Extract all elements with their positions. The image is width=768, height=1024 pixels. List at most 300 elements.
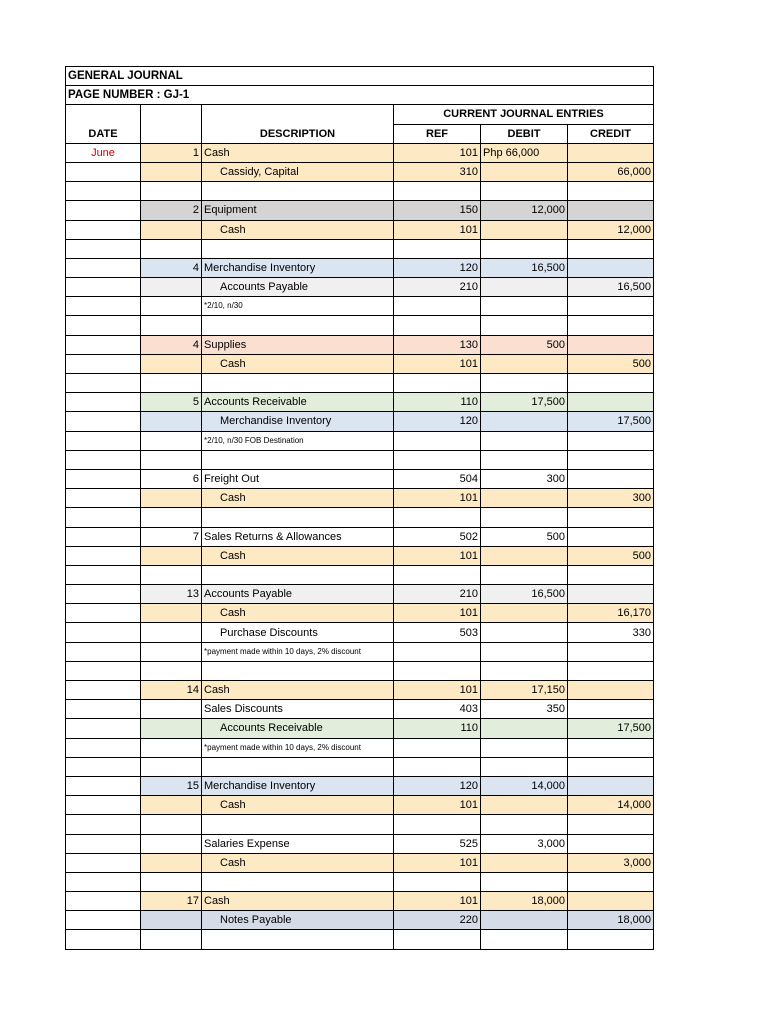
description-cell: Cash: [202, 892, 394, 911]
date-day-cell: [141, 508, 202, 527]
date-month-cell: [66, 853, 141, 872]
date-month-cell: [66, 354, 141, 373]
date-month-cell: [66, 815, 141, 834]
date-day-cell: [141, 719, 202, 738]
description-cell: Accounts Receivable: [202, 719, 394, 738]
credit-cell: [568, 297, 654, 316]
date-month-cell: [66, 757, 141, 776]
debit-cell: 17,150: [481, 681, 568, 700]
date-day-cell: 4: [141, 335, 202, 354]
journal-entry-row: [66, 489, 654, 508]
date-day-cell: [141, 872, 202, 891]
date-day-cell: [141, 546, 202, 565]
blank-row: [66, 930, 654, 949]
blank-row: [66, 182, 654, 201]
ref-cell: 101: [394, 681, 481, 700]
journal-entry-row: [66, 335, 654, 354]
title-row: [66, 67, 654, 86]
ref-cell: 120: [394, 412, 481, 431]
date-month-cell: [66, 393, 141, 412]
description-cell: Notes Payable: [202, 911, 394, 930]
date-day-cell: 4: [141, 258, 202, 277]
credit-cell: [568, 700, 654, 719]
date-month-cell: [66, 162, 141, 181]
debit-cell: [481, 297, 568, 316]
date-month-cell: [66, 508, 141, 527]
date-day-cell: [141, 565, 202, 584]
date-month-cell: [66, 796, 141, 815]
debit-cell: [481, 374, 568, 393]
debit-cell: [481, 239, 568, 258]
ref-cell: [394, 431, 481, 450]
journal-entry-row: [66, 623, 654, 642]
journal-entry-row: [66, 162, 654, 181]
date-day-cell: 15: [141, 776, 202, 795]
date-month-cell: [66, 450, 141, 469]
date-month-cell: [66, 469, 141, 488]
ref-cell: 120: [394, 776, 481, 795]
date-day-cell: [141, 661, 202, 680]
date-day-cell: [141, 278, 202, 297]
ref-cell: 503: [394, 623, 481, 642]
credit-cell: [568, 776, 654, 795]
date-day-cell: [141, 162, 202, 181]
ref-cell: 110: [394, 393, 481, 412]
description-cell: Cash: [202, 546, 394, 565]
page-number: PAGE NUMBER : GJ-1: [66, 86, 654, 105]
debit-cell: [481, 757, 568, 776]
ref-cell: 525: [394, 834, 481, 853]
description-cell: Sales Discounts: [202, 700, 394, 719]
ref-cell: 101: [394, 354, 481, 373]
journal-entry-row: [66, 412, 654, 431]
description-cell: [202, 508, 394, 527]
date-day-cell: [141, 297, 202, 316]
description-cell: *2/10, n/30 FOB Destination: [202, 431, 394, 450]
credit-cell: [568, 239, 654, 258]
ref-cell: 310: [394, 162, 481, 181]
ref-cell: [394, 661, 481, 680]
date-day-cell: [141, 911, 202, 930]
debit-cell: [481, 604, 568, 623]
journal-entry-row: [66, 546, 654, 565]
ref-cell: [394, 757, 481, 776]
journal-entry-row: [66, 585, 654, 604]
page-number-row: [66, 86, 654, 105]
description-cell: Cash: [202, 796, 394, 815]
credit-cell: [568, 527, 654, 546]
description-cell: [202, 182, 394, 201]
description-cell: Merchandise Inventory: [202, 776, 394, 795]
description-cell: [202, 930, 394, 949]
date-day-cell: [141, 374, 202, 393]
ref-cell: [394, 508, 481, 527]
date-month-cell: [66, 182, 141, 201]
credit-cell: [568, 757, 654, 776]
credit-cell: 330: [568, 623, 654, 642]
date-day-cell: [141, 930, 202, 949]
date-day-cell: [141, 700, 202, 719]
debit-cell: [481, 162, 568, 181]
date-day-cell: [141, 642, 202, 661]
date-day-cell: [141, 450, 202, 469]
description-cell: [202, 565, 394, 584]
credit-cell: [568, 201, 654, 220]
description-cell: Cash: [202, 604, 394, 623]
date-day-cell: [141, 604, 202, 623]
journal-entry-row: [66, 853, 654, 872]
header-row-1: [66, 105, 654, 124]
ref-cell: 403: [394, 700, 481, 719]
date-month-cell: [66, 239, 141, 258]
journal-entry-row: [66, 469, 654, 488]
description-header: DESCRIPTION: [202, 105, 394, 143]
debit-header: DEBIT: [481, 124, 568, 143]
date-month-cell: [66, 374, 141, 393]
credit-cell: 18,000: [568, 911, 654, 930]
date-month-cell: [66, 565, 141, 584]
note-row: [66, 738, 654, 757]
date-day-cell: [141, 853, 202, 872]
debit-cell: [481, 450, 568, 469]
ref-cell: 110: [394, 719, 481, 738]
blank-row: [66, 872, 654, 891]
journal-entry-row: [66, 834, 654, 853]
journal-entry-row: [66, 892, 654, 911]
description-cell: Purchase Discounts: [202, 623, 394, 642]
debit-cell: 350: [481, 700, 568, 719]
date-month-cell: [66, 738, 141, 757]
ref-cell: 101: [394, 853, 481, 872]
journal-title: GENERAL JOURNAL: [66, 67, 654, 86]
description-cell: Cash: [202, 681, 394, 700]
date-month-cell: [66, 527, 141, 546]
description-cell: *2/10, n/30: [202, 297, 394, 316]
credit-cell: [568, 585, 654, 604]
ref-cell: [394, 930, 481, 949]
date-month-cell: [66, 316, 141, 335]
date-day-cell: 7: [141, 527, 202, 546]
date-day-cell: [141, 239, 202, 258]
date-month-cell: [66, 911, 141, 930]
ref-cell: 150: [394, 201, 481, 220]
description-cell: Accounts Receivable: [202, 393, 394, 412]
credit-cell: [568, 661, 654, 680]
ref-cell: [394, 182, 481, 201]
credit-cell: [568, 374, 654, 393]
debit-cell: [481, 738, 568, 757]
debit-cell: [481, 796, 568, 815]
note-row: [66, 297, 654, 316]
credit-cell: [568, 450, 654, 469]
debit-cell: [481, 412, 568, 431]
description-cell: [202, 239, 394, 258]
journal-entry-row: [66, 681, 654, 700]
date-day-cell: [141, 738, 202, 757]
credit-cell: 17,500: [568, 719, 654, 738]
ref-cell: 101: [394, 892, 481, 911]
debit-cell: [481, 508, 568, 527]
blank-row: [66, 757, 654, 776]
ref-cell: 101: [394, 143, 481, 162]
credit-cell: 17,500: [568, 412, 654, 431]
ref-cell: [394, 239, 481, 258]
blank-row: [66, 450, 654, 469]
credit-cell: [568, 469, 654, 488]
debit-cell: [481, 565, 568, 584]
date-month-cell: [66, 776, 141, 795]
credit-cell: [568, 143, 654, 162]
ref-cell: 504: [394, 469, 481, 488]
description-cell: Freight Out: [202, 469, 394, 488]
date-day-cell: [141, 220, 202, 239]
debit-cell: [481, 489, 568, 508]
credit-cell: [568, 393, 654, 412]
description-cell: Accounts Payable: [202, 585, 394, 604]
credit-cell: 16,500: [568, 278, 654, 297]
ref-cell: 130: [394, 335, 481, 354]
description-cell: *payment made within 10 days, 2% discount: [202, 738, 394, 757]
journal-entry-row: [66, 719, 654, 738]
journal-entry-row: [66, 143, 654, 162]
debit-cell: [481, 623, 568, 642]
date-month-cell: [66, 661, 141, 680]
credit-cell: [568, 815, 654, 834]
date-month-cell: June: [66, 143, 141, 162]
journal-entry-row: [66, 201, 654, 220]
current-entries-header: CURRENT JOURNAL ENTRIES: [394, 105, 654, 124]
date-month-cell: [66, 297, 141, 316]
ref-cell: [394, 565, 481, 584]
journal-entry-row: [66, 258, 654, 277]
date-day-cell: 17: [141, 892, 202, 911]
date-month-cell: [66, 719, 141, 738]
date-month-cell: [66, 278, 141, 297]
date-month-cell: [66, 201, 141, 220]
debit-cell: [481, 278, 568, 297]
ref-cell: 101: [394, 546, 481, 565]
credit-cell: [568, 258, 654, 277]
credit-cell: 12,000: [568, 220, 654, 239]
description-cell: Cash: [202, 354, 394, 373]
date-month-cell: [66, 258, 141, 277]
credit-cell: [568, 182, 654, 201]
journal-entry-row: [66, 527, 654, 546]
debit-cell: [481, 815, 568, 834]
debit-cell: 14,000: [481, 776, 568, 795]
description-cell: Sales Returns & Allowances: [202, 527, 394, 546]
general-journal-table: [65, 66, 654, 950]
description-cell: *payment made within 10 days, 2% discount: [202, 642, 394, 661]
ref-cell: 101: [394, 604, 481, 623]
date-day-cell: [141, 623, 202, 642]
debit-cell: [481, 546, 568, 565]
credit-cell: 16,170: [568, 604, 654, 623]
date-day-cell: 5: [141, 393, 202, 412]
ref-cell: [394, 642, 481, 661]
date-month-cell: [66, 930, 141, 949]
date-day-cell: [141, 431, 202, 450]
ref-cell: [394, 815, 481, 834]
debit-cell: [481, 853, 568, 872]
description-cell: [202, 316, 394, 335]
debit-cell: 500: [481, 335, 568, 354]
debit-cell: 17,500: [481, 393, 568, 412]
date-day-cell: [141, 796, 202, 815]
date-month-cell: [66, 681, 141, 700]
date-day-cell: 13: [141, 585, 202, 604]
credit-cell: [568, 738, 654, 757]
ref-cell: [394, 297, 481, 316]
description-cell: Cash: [202, 143, 394, 162]
debit-cell: [481, 719, 568, 738]
credit-cell: [568, 431, 654, 450]
date-month-cell: [66, 872, 141, 891]
date-day-cell: [141, 412, 202, 431]
credit-cell: 500: [568, 354, 654, 373]
description-cell: Cash: [202, 220, 394, 239]
ref-cell: 210: [394, 278, 481, 297]
debit-cell: [481, 872, 568, 891]
credit-cell: [568, 642, 654, 661]
debit-cell: 18,000: [481, 892, 568, 911]
debit-cell: 16,500: [481, 258, 568, 277]
date-month-cell: [66, 642, 141, 661]
date-month-cell: [66, 220, 141, 239]
description-cell: [202, 450, 394, 469]
ref-cell: [394, 374, 481, 393]
date-month-cell: [66, 892, 141, 911]
journal-body: [66, 67, 654, 950]
ref-header: REF: [394, 124, 481, 143]
date-month-cell: [66, 585, 141, 604]
blank-row: [66, 239, 654, 258]
journal-entry-row: [66, 911, 654, 930]
ref-cell: 210: [394, 585, 481, 604]
blank-row: [66, 508, 654, 527]
date-month-cell: [66, 604, 141, 623]
debit-cell: 12,000: [481, 201, 568, 220]
description-cell: Cash: [202, 489, 394, 508]
description-cell: Cassidy, Capital: [202, 162, 394, 181]
date-month-cell: [66, 412, 141, 431]
date-header: DATE: [66, 105, 141, 143]
credit-cell: 66,000: [568, 162, 654, 181]
credit-cell: 3,000: [568, 853, 654, 872]
debit-cell: 16,500: [481, 585, 568, 604]
ref-cell: [394, 316, 481, 335]
journal-entry-row: [66, 278, 654, 297]
date-month-cell: [66, 431, 141, 450]
credit-cell: [568, 565, 654, 584]
debit-cell: 3,000: [481, 834, 568, 853]
journal-entry-row: [66, 700, 654, 719]
journal-entry-row: [66, 220, 654, 239]
journal-entry-row: [66, 796, 654, 815]
description-cell: [202, 757, 394, 776]
date-day-cell: [141, 834, 202, 853]
ref-cell: 220: [394, 911, 481, 930]
description-cell: Equipment: [202, 201, 394, 220]
ref-cell: [394, 872, 481, 891]
debit-cell: [481, 220, 568, 239]
blank-row: [66, 565, 654, 584]
description-cell: [202, 374, 394, 393]
credit-cell: [568, 834, 654, 853]
credit-cell: [568, 508, 654, 527]
credit-cell: [568, 316, 654, 335]
credit-cell: [568, 872, 654, 891]
note-row: [66, 431, 654, 450]
debit-cell: [481, 431, 568, 450]
debit-cell: Php 66,000: [481, 143, 568, 162]
ref-cell: 101: [394, 489, 481, 508]
credit-cell: 14,000: [568, 796, 654, 815]
date-day-cell: 6: [141, 469, 202, 488]
credit-cell: [568, 892, 654, 911]
date-month-cell: [66, 700, 141, 719]
credit-cell: 300: [568, 489, 654, 508]
debit-cell: [481, 642, 568, 661]
description-cell: Salaries Expense: [202, 834, 394, 853]
description-cell: Accounts Payable: [202, 278, 394, 297]
description-cell: Merchandise Inventory: [202, 412, 394, 431]
date-day-cell: 1: [141, 143, 202, 162]
debit-cell: [481, 316, 568, 335]
ref-cell: 120: [394, 258, 481, 277]
credit-cell: [568, 335, 654, 354]
blank-row: [66, 815, 654, 834]
date-month-cell: [66, 546, 141, 565]
description-cell: [202, 661, 394, 680]
ref-cell: [394, 738, 481, 757]
day-header: [141, 105, 202, 143]
debit-cell: 300: [481, 469, 568, 488]
description-cell: [202, 872, 394, 891]
journal-entry-row: [66, 776, 654, 795]
journal-entry-row: [66, 393, 654, 412]
date-day-cell: [141, 489, 202, 508]
blank-row: [66, 661, 654, 680]
date-month-cell: [66, 335, 141, 354]
debit-cell: [481, 911, 568, 930]
note-row: [66, 642, 654, 661]
debit-cell: [481, 661, 568, 680]
debit-cell: [481, 182, 568, 201]
date-month-cell: [66, 489, 141, 508]
description-cell: [202, 815, 394, 834]
debit-cell: 500: [481, 527, 568, 546]
journal-entry-row: [66, 354, 654, 373]
date-day-cell: [141, 182, 202, 201]
blank-row: [66, 316, 654, 335]
debit-cell: [481, 930, 568, 949]
date-day-cell: [141, 354, 202, 373]
date-day-cell: 2: [141, 201, 202, 220]
date-day-cell: [141, 815, 202, 834]
ref-cell: [394, 450, 481, 469]
credit-cell: 500: [568, 546, 654, 565]
description-cell: Cash: [202, 853, 394, 872]
ref-cell: 101: [394, 220, 481, 239]
description-cell: Supplies: [202, 335, 394, 354]
date-day-cell: [141, 757, 202, 776]
date-month-cell: [66, 834, 141, 853]
date-month-cell: [66, 623, 141, 642]
ref-cell: 101: [394, 796, 481, 815]
blank-row: [66, 374, 654, 393]
date-day-cell: 14: [141, 681, 202, 700]
